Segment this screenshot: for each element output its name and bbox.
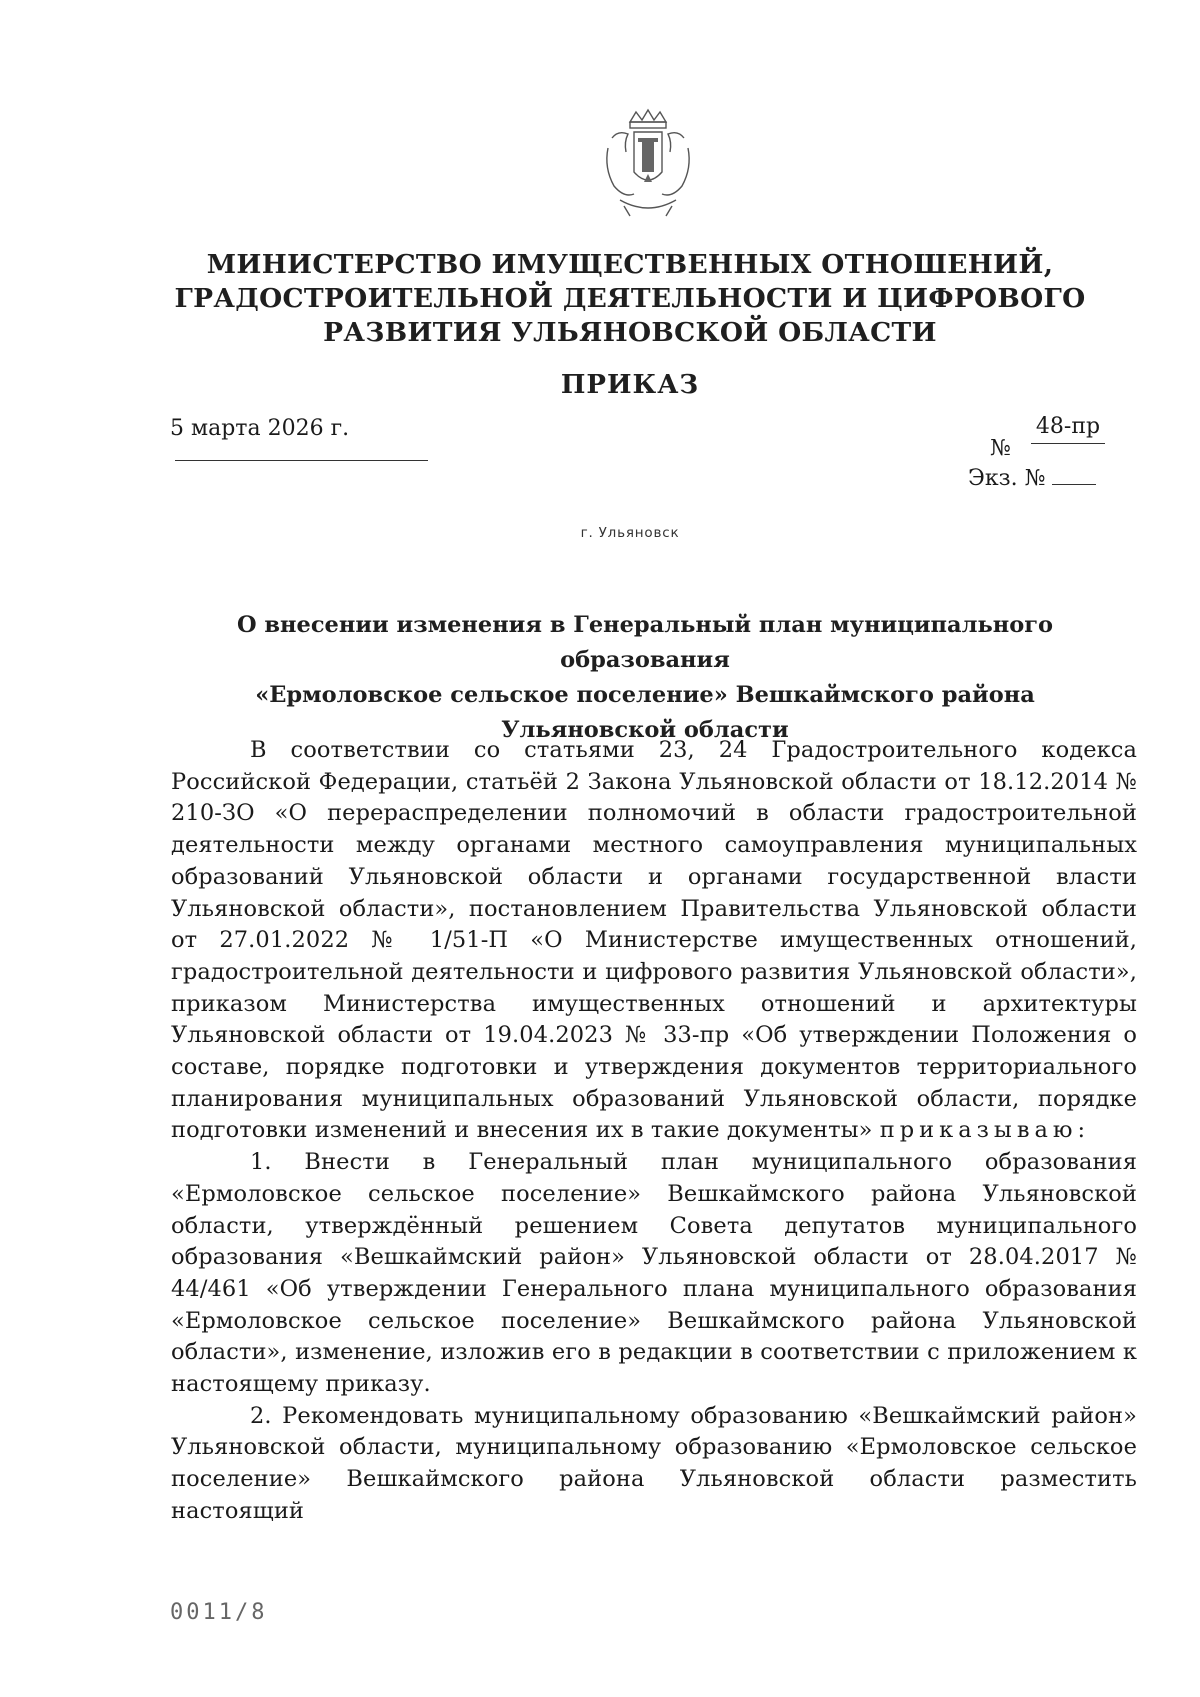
preamble-text: В соответствии со статьями 23, 24 Градостроительного кодекса Российской Федерации, статьёй 2 Закона Ульяновской области от 18.12.2014 № 210-ЗО «О перераспределении полномочий в области градостроительной деятельности между органами местного самоуправления муниципальных образований Ульяновской области и органами государственной власти Ульяновской области», постановлением Правительства Ульяновской области от 27.01.2022 № 1/51-П «О Министерстве имущественных отношений, градостроительной деятельности и цифрового развития Ульяновской области», приказом Министерства имущественных отношений и архитектуры Ульяновской области от 19.04.2023 № 33-пр «Об утверждении Положения о составе, порядке подготовки и утверждения документов территориального планирования муниципальных образований Ульяновской области, порядке подготовки изменений и внесения их в такие документы» <box>171 737 1137 1144</box>
copy-number-block <box>968 466 1096 491</box>
page-mark: 0011/8 <box>170 1600 268 1625</box>
ministry-line: ГРАДОСТРОИТЕЛЬНОЙ ДЕЯТЕЛЬНОСТИ И ЦИФРОВОГО <box>174 283 1086 314</box>
number-label: № <box>990 436 1011 461</box>
item-2-paragraph: 2. Рекомендовать муниципальному образованию «Вешкаймский район» Ульяновской области, муниципальному образованию «Ермоловское сельское поселение» Вешкаймского района Ульяновской области разместить настоящий <box>171 1402 1137 1524</box>
order-body <box>171 735 1137 1528</box>
ministry-line: МИНИСТЕРСТВО ИМУЩЕСТВЕННЫХ ОТНОШЕНИЙ, <box>206 249 1054 280</box>
city: г. Ульяновск <box>580 525 680 541</box>
subject-line: О внесении изменения в Генеральный план муниципального образования <box>236 612 1054 673</box>
subject-line: «Ермоловское сельское поселение» Вешкаймского района <box>255 682 1035 708</box>
order-subject <box>150 608 1140 748</box>
date-underline <box>175 460 428 461</box>
order-date: 5 марта 2026 г. <box>170 416 350 441</box>
ministry-name <box>150 248 1110 350</box>
preamble-paragraph <box>171 735 1137 1147</box>
copy-label: Экз. № <box>968 466 1046 491</box>
item-1-paragraph: 1. Внести в Генеральный план муниципального образования «Ермоловское сельское поселение» Вешкаймского района Ульяновской области, утверждённый решением Совета депутатов муниципального образования «Вешкаймский район» Ульяновской области от 28.04.2017 № 44/461 «Об утверждении Генерального плана муниципального образования «Ермоловское сельское поселение» Вешкаймского района Ульяновской области», изменение, изложив его в редакции в соответствии с приложением к настоящему приказу. <box>171 1149 1137 1398</box>
order-word: приказываю: <box>879 1117 1091 1144</box>
copy-number-blank <box>1052 466 1096 485</box>
order-number: 48-пр <box>1031 414 1105 444</box>
coat-of-arms-icon <box>600 108 696 220</box>
subject-line: Ульяновской области <box>501 717 789 743</box>
ministry-line: РАЗВИТИЯ УЛЬЯНОВСКОЙ ОБЛАСТИ <box>323 317 937 348</box>
document-type: ПРИКАЗ <box>560 370 700 400</box>
